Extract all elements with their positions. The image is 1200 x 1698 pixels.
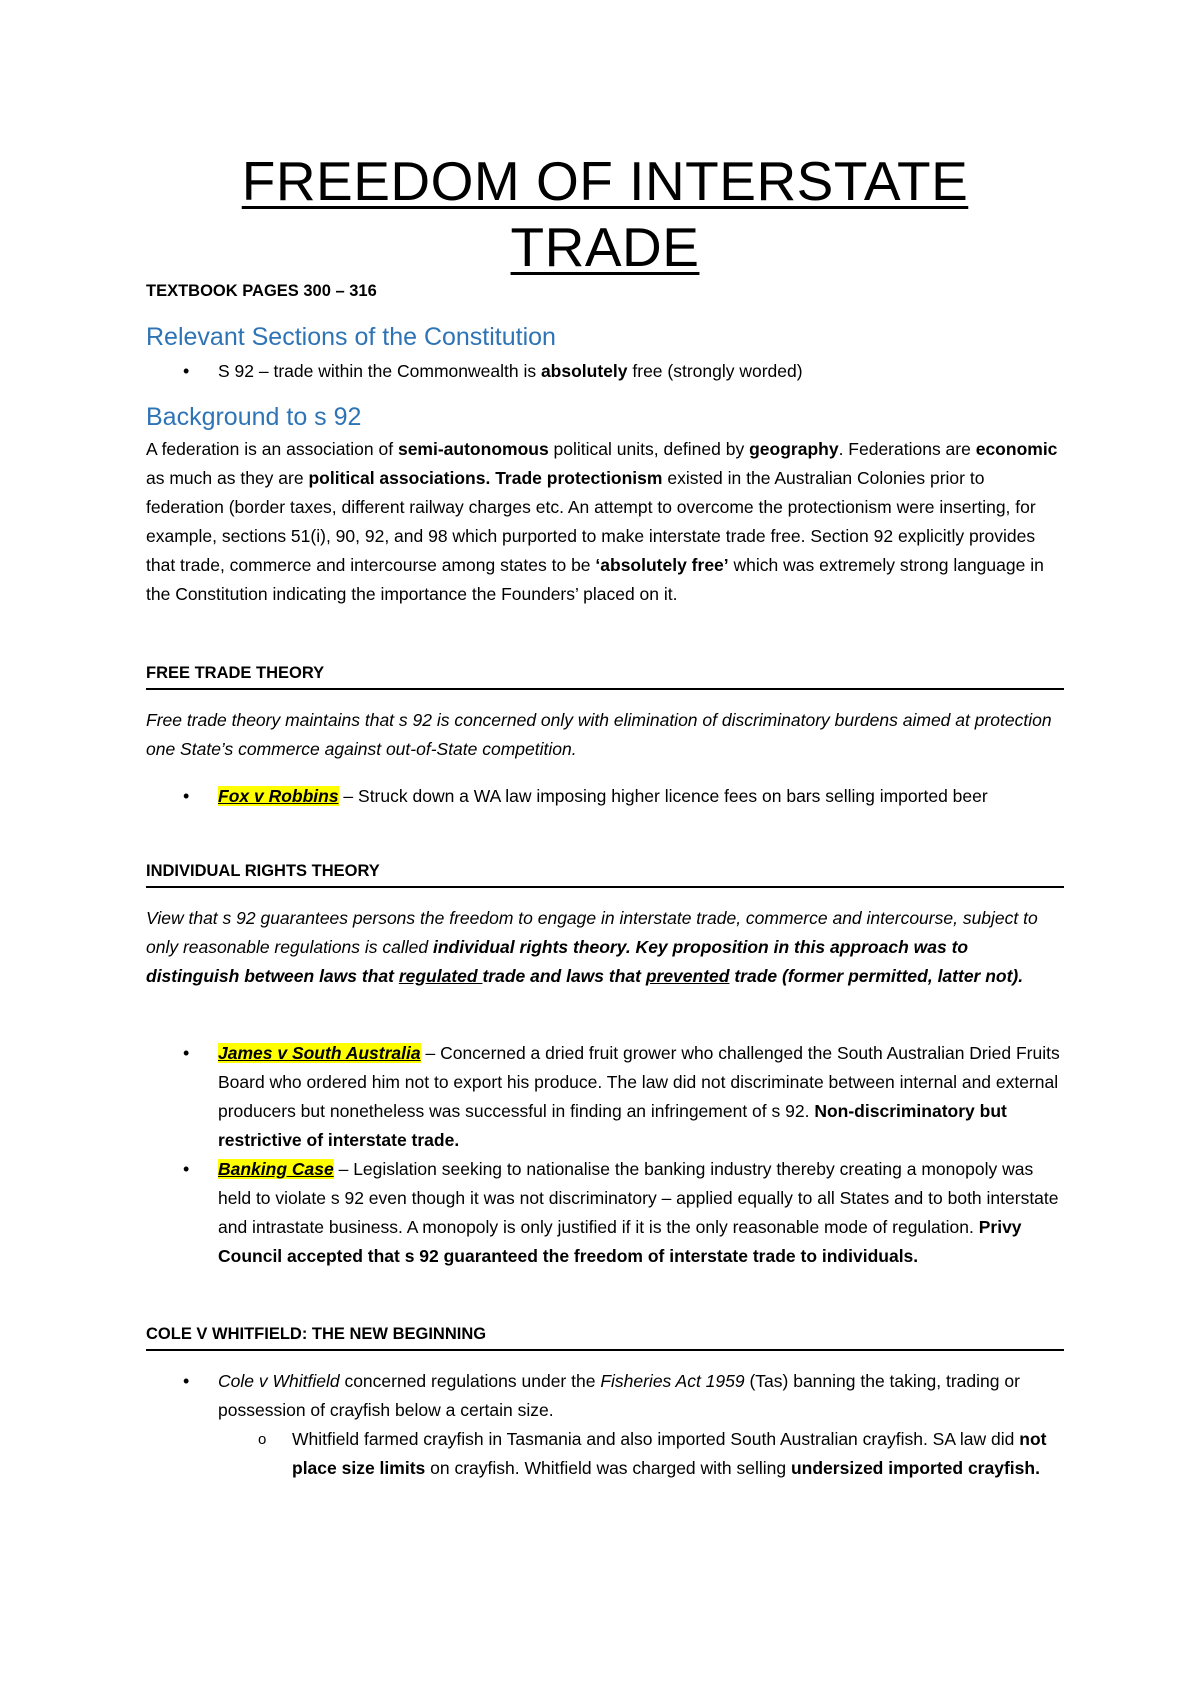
title-line-2: TRADE <box>510 216 700 278</box>
relevant-list <box>146 357 1064 386</box>
background-paragraph: A federation is an association of semi-autonomous political units, defined by geography. Federations are economic as much as they are political associations. Trade protectionism existed in the Australian Colonies prior to federation (border taxes, different railway charges etc. An attempt to overcome the protectionism were inserting, for example, sections 51(i), 90, 92, and 98 which purported to make interstate trade free. Section 92 explicitly provides that trade, commerce and intercourse among states to be ‘absolutely free’ which was extremely strong language in the Constitution indicating the importance the Founders’ placed on it. <box>146 439 1058 604</box>
list-item: • S 92 – trade within the Commonwealth is absolutely free (strongly worded) <box>146 357 1064 386</box>
free-trade-paragraph: Free trade theory maintains that s 92 is concerned only with elimination of discriminatory burdens aimed at protection one State’s commerce against out-of-State competition. <box>146 710 1052 759</box>
cole-sub-list <box>146 1425 1064 1483</box>
list-item: • Cole v Whitfield concerned regulations under the Fisheries Act 1959 (Tas) banning the taking, trading or possession of crayfish below a certain size. o Whitfield farmed crayfish in Tasmania and also imported South Australian crayfish. SA law did not place size limits on crayfish. Whitfield was charged with selling undersized imported crayfish. <box>146 1367 1064 1483</box>
list-item: • Fox v Robbins – Struck down a WA law imposing higher licence fees on bars selling imported beer <box>146 782 1064 811</box>
case-fox-v-robbins: Fox v Robbins <box>218 786 339 806</box>
individual-rights-list <box>146 1039 1064 1271</box>
heading-background: Background to s 92 <box>146 403 362 431</box>
free-trade-list <box>146 782 1064 811</box>
case-james-v-south-australia: James v South Australia <box>218 1043 421 1063</box>
case-banking-case: Banking Case <box>218 1159 334 1179</box>
title-line-1: FREEDOM OF INTERSTATE <box>241 150 969 212</box>
cole-list <box>146 1367 1064 1483</box>
sub-list-item: o Whitfield farmed crayfish in Tasmania and also imported South Australian crayfish. SA law did not place size limits on crayfish. Whitfield was charged with selling undersized imported crayfish. <box>146 1425 1064 1483</box>
list-item: • Banking Case – Legislation seeking to nationalise the banking industry thereby creating a monopoly was held to violate s 92 even though it was not discriminatory – applied equally to all States and to both interstate and intrastate business. A monopoly is only justified if it is the only reasonable mode of regulation. Privy Council accepted that s 92 guaranteed the freedom of interstate trade to individuals. <box>146 1155 1064 1271</box>
textbook-pages: TEXTBOOK PAGES 300 – 316 <box>146 282 377 300</box>
heading-free-trade-theory: FREE TRADE THEORY <box>146 660 1064 690</box>
heading-cole-v-whitfield: COLE V WHITFIELD: THE NEW BEGINNING <box>146 1321 1064 1351</box>
heading-relevant-sections: Relevant Sections of the Constitution <box>146 323 556 351</box>
list-item: • James v South Australia – Concerned a dried fruit grower who challenged the South Australian Dried Fruits Board who ordered him not to export his produce. The law did not discriminate between internal and external producers but nonetheless was successful in finding an infringement of s 92. Non-discriminatory but restrictive of interstate trade. <box>146 1039 1064 1155</box>
individual-rights-paragraph: View that s 92 guarantees persons the freedom to engage in interstate trade, commerce and intercourse, subject to only reasonable regulations is called individual rights theory. Key proposition in this approach was to distinguish between laws that regulated trade and laws that prevented trade (former permitted, latter not). <box>146 908 1038 986</box>
document-title <box>146 148 1064 280</box>
heading-individual-rights-theory: INDIVIDUAL RIGHTS THEORY <box>146 858 1064 888</box>
